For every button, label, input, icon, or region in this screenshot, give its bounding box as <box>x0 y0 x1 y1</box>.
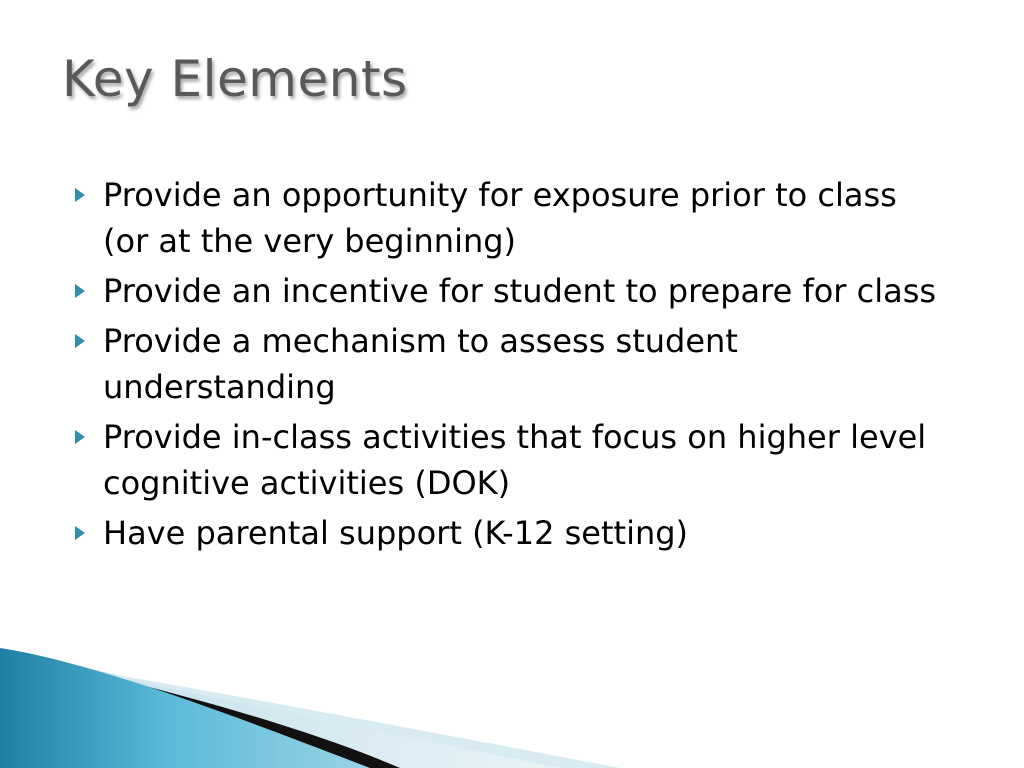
triangle-right-icon <box>72 268 103 314</box>
bullet-text: Provide in-class activities that focus on higher level cognitive activities (DOK) <box>103 418 927 502</box>
triangle-right-icon <box>72 414 103 460</box>
triangle-right-icon <box>72 172 103 218</box>
bullet-text: Provide an opportunity for exposure prior to class (or at the very beginning) <box>103 176 897 260</box>
bullet-item <box>72 414 952 506</box>
bullet-item <box>72 510 952 556</box>
bullet-text: Provide an incentive for student to prepare for class <box>103 272 937 310</box>
bullet-text: Provide a mechanism to assess student understanding <box>103 322 738 406</box>
bullet-text: Have parental support (K-12 setting) <box>103 514 689 552</box>
bullet-item <box>72 318 952 410</box>
triangle-right-icon <box>72 510 103 556</box>
decorative-wave-graphic <box>0 600 1024 768</box>
triangle-right-icon <box>72 318 103 364</box>
slide-title: Key Elements <box>62 50 408 108</box>
bullet-item <box>72 268 952 314</box>
bullet-item <box>72 172 952 264</box>
bullet-list <box>72 172 952 560</box>
